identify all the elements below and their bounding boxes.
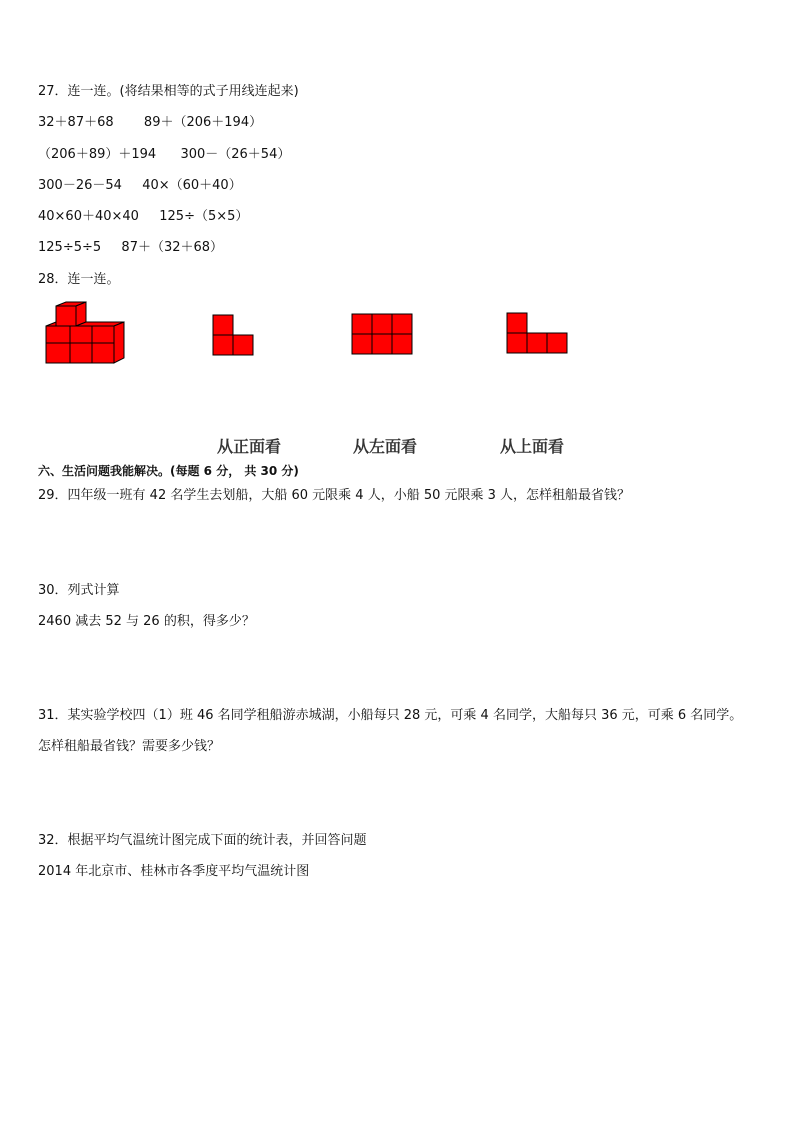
q27-left-expr: 40×60＋40×40 (38, 209, 139, 224)
q30-title: 30．列式计算 (38, 583, 120, 598)
q27-right-expr: 300－（26＋54） (180, 147, 291, 162)
cube-face (46, 322, 56, 326)
view-label-left: 从左面看 (353, 437, 418, 456)
cube-face (92, 343, 114, 363)
square (213, 335, 233, 355)
q27-row-3 (38, 178, 242, 194)
l-shape-front-figure (212, 314, 256, 358)
q27-right-expr: 87＋（32＋68） (121, 240, 224, 255)
q27-title: 27．连一连。(将结果相等的式子用线连起来) (38, 84, 299, 99)
square (547, 333, 567, 353)
cube-face (46, 326, 70, 343)
q27-row-1 (38, 115, 262, 131)
q31-line-2: 怎样租船最省钱？需要多少钱？ (38, 739, 221, 754)
square (507, 313, 527, 333)
square (527, 333, 547, 353)
q30-text: 2460 减去 52 与 26 的积，得多少？ (38, 614, 255, 629)
square (507, 333, 527, 353)
view-label-front: 从正面看 (217, 437, 282, 456)
q32-subtitle: 2014 年北京市、桂林市各季度平均气温统计图 (38, 864, 310, 879)
q27-left-expr: 300－26－54 (38, 178, 122, 193)
cube-stack-figure (44, 300, 128, 366)
l-shape-wide-figure (506, 312, 570, 356)
q27-row-5 (38, 240, 223, 256)
q27-right-expr: 125÷（5×5） (159, 209, 249, 224)
square (352, 334, 372, 354)
q32-title: 32．根据平均气温统计图完成下面的统计表，并回答问题 (38, 833, 367, 848)
square (352, 314, 372, 334)
cube-face (70, 326, 92, 343)
section-6-title: 六、生活问题我能解决。(每题 6 分， 共 30 分) (38, 464, 299, 478)
cube-face (46, 343, 70, 363)
q27-row-2 (38, 147, 290, 163)
q27-left-expr: 32＋87＋68 (38, 115, 114, 130)
square (372, 314, 392, 334)
q27-left-expr: （206＋89）＋194 (38, 147, 157, 162)
cube-face (92, 326, 114, 343)
view-label-top: 从上面看 (500, 437, 565, 456)
square (392, 334, 412, 354)
grid-figure (351, 313, 413, 357)
q29-text: 29．四年级一班有 42 名学生去划船，大船 60 元限乘 4 人，小船 50 元限乘 3 人，怎样租船最省钱？ (38, 488, 631, 503)
square (392, 314, 412, 334)
cube-face (114, 322, 124, 363)
q31-line-1: 31．某实验学校四（1）班 46 名同学租船游赤城湖，小船每只 28 元，可乘 4 名同学，大船每只 36 元，可乘 6 名同学。 (38, 708, 743, 723)
cube-face (70, 343, 92, 363)
square (213, 315, 233, 335)
q27-row-4 (38, 209, 248, 225)
q27-right-expr: 40×（60＋40） (142, 178, 242, 193)
square (372, 334, 392, 354)
cube-face (56, 306, 76, 326)
q27-right-expr: 89＋（206＋194） (143, 115, 263, 130)
q27-left-expr: 125÷5÷5 (38, 240, 102, 255)
square (233, 335, 253, 355)
q28-title: 28．连一连。 (38, 272, 120, 287)
